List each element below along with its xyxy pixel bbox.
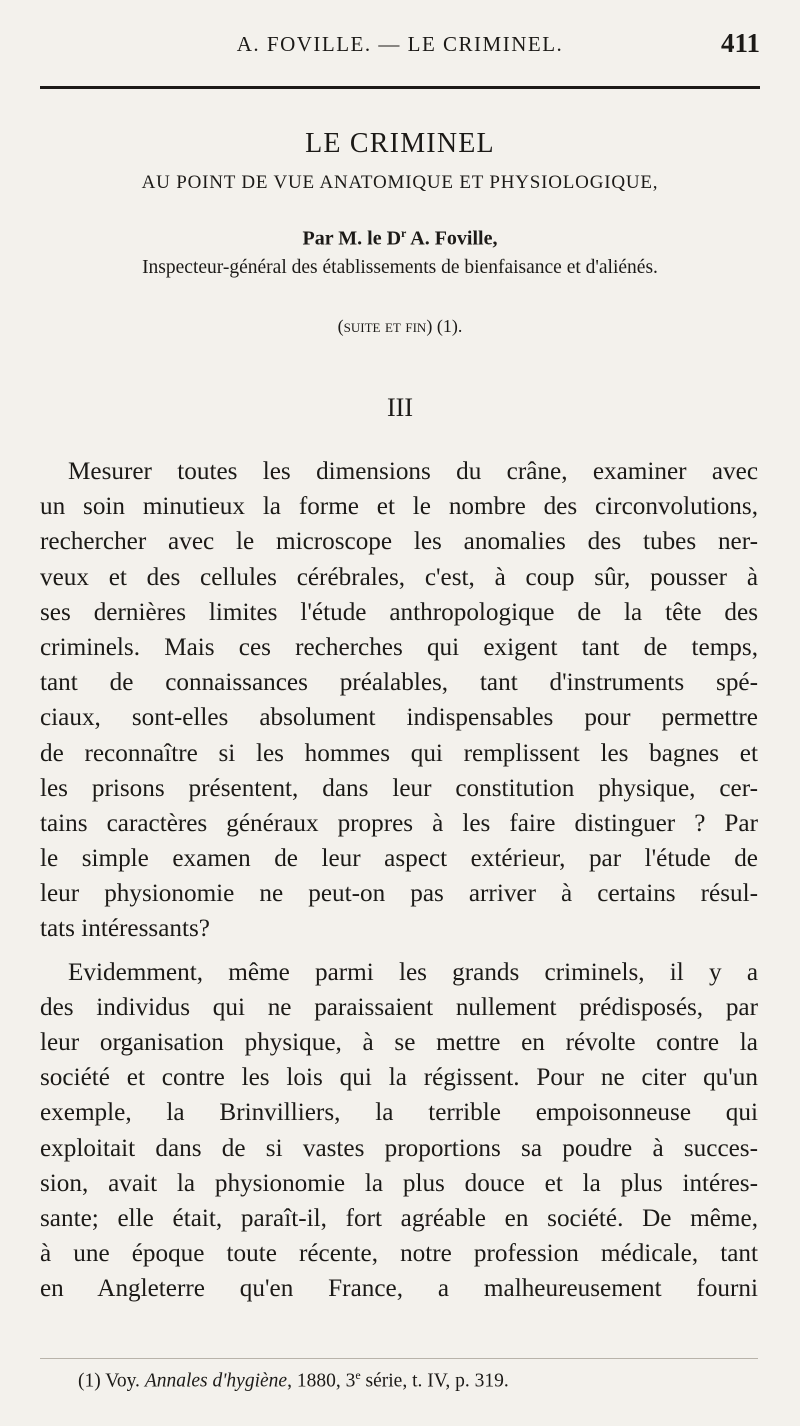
body-line: sante; elle était, paraît-il, fort agréable en société. De même, [40,1204,758,1232]
footnote-rule [40,1358,758,1359]
body-line: Evidemment, même parmi les grands criminels, il y a [68,958,758,986]
body-line: en Angleterre qu'en France, a malheureusement fourni [40,1275,758,1303]
author-role: Inspecteur-général des établissements de bienfaisance et d'aliénés. [142,257,658,278]
continuation-main: (suite et fin) [337,316,433,336]
section-number: III [387,393,413,422]
body-line: les prisons présentent, dans leur constitution physique, cer- [40,774,758,802]
body-line: le simple examen de leur aspect extérieur, par l'étude de [40,845,758,873]
author-prefix: Par M. le D [302,227,402,250]
footnote-details-prefix: , 1880, 3 [287,1370,356,1392]
footnote-details-suffix: série, t. IV, p. 319. [360,1370,509,1392]
body-line: des individus qui ne paraissaient nullement prédisposés, par [40,993,758,1021]
footnote-details-sup: e [355,1368,361,1382]
paragraph-gap [40,947,758,955]
body-line: tats intéressants? [40,915,210,943]
body-line: un soin minutieux la forme et le nombre des circonvolutions, [40,493,758,521]
body-line: leur physionomie ne peut-on pas arriver à certains résul- [40,880,758,908]
body-line: société et contre les lois qui la régissent. Pour ne citer qu'un [40,1064,758,1092]
body-line: sion, avait la physionomie la plus douce et la plus intéres- [40,1169,758,1197]
body-text [40,454,758,1307]
author-line [0,226,800,251]
author-name: A. Foville, [406,227,498,250]
body-line: leur organisation physique, à se mettre en révolte contre la [40,1029,758,1056]
running-head [40,28,760,72]
footnote-journal: Annales d'hygiène [144,1370,288,1392]
body-line: exploitait dans de si vastes proportions sa poudre à succes- [40,1134,758,1162]
header-rule [40,86,760,89]
body-line: tant de connaissances préalables, tant d'instruments spé- [40,669,758,697]
footnote-marker: (1) Voy. [78,1370,145,1392]
body-line: ciaux, sont-elles absolument indispensables pour permettre [40,704,758,732]
body-line: rechercher avec le microscope les anomalies des tubes ner- [40,528,758,556]
continuation-note [0,316,800,337]
body-line: tains caractères généraux propres à les faire distinguer ? Par [40,809,758,837]
body-line: Mesurer toutes les dimensions du crâne, examiner avec [68,458,758,485]
article-subtitle: AU POINT DE VUE ANATOMIQUE ET PHYSIOLOGIQUE, [141,172,659,193]
author-superscript: r [401,226,407,240]
body-line: à une époque toute récente, notre profession médicale, tant [40,1240,758,1268]
body-line: criminels. Mais ces recherches qui exigent tant de temps, [40,633,758,661]
page-number: 411 [720,28,760,58]
body-line: de reconnaître si les hommes qui remplissent les bagnes et [40,739,758,767]
body-line: veux et des cellules cérébrales, c'est, à coup sûr, pousser à [40,563,758,591]
footnote [78,1368,509,1393]
body-line: ses dernières limites l'étude anthropologique de la tête des [40,598,758,626]
article-title: LE CRIMINEL [305,128,495,159]
running-title: A. FOVILLE. — LE CRIMINEL. [236,32,564,56]
body-line: exemple, la Brinvilliers, la terrible empoisonneuse qui [40,1099,758,1127]
continuation-footnote-ref: (1). [432,316,463,336]
